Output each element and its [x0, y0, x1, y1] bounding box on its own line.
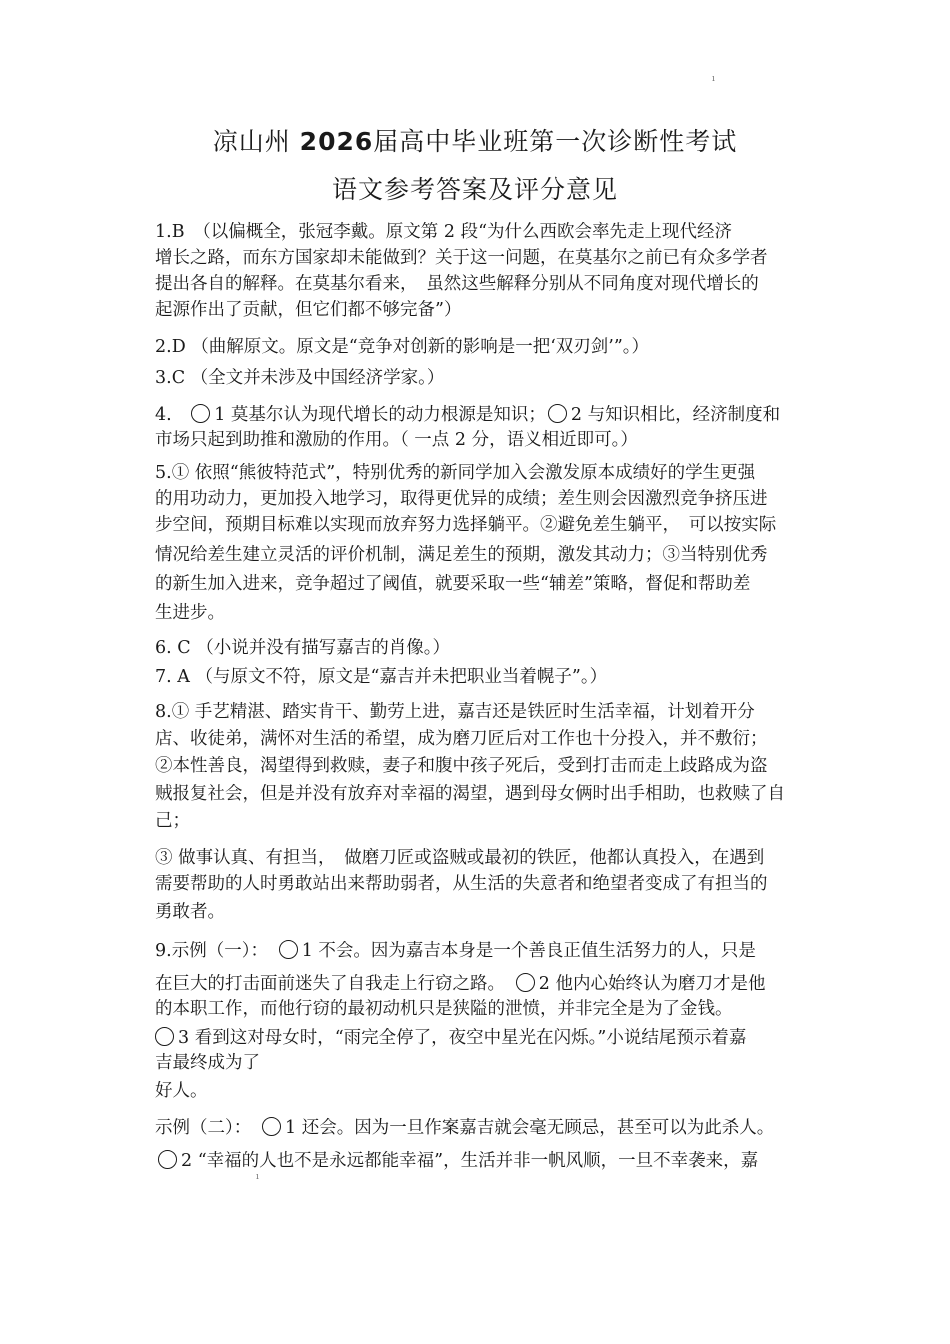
- circle-marker-icon: [548, 404, 567, 423]
- scan-mark-top: ı: [712, 74, 715, 84]
- circle-marker-icon: [262, 1117, 281, 1136]
- text-line: 3 看到这对母女时，“雨完全停了，夜空中星光在闪烁。”小说结尾预示着嘉: [155, 1027, 746, 1048]
- document-title: [0, 122, 950, 158]
- text-line: 店、收徒弟，满怀对生活的希望，成为磨刀匠后对工作也十分投入，并不敷衍；: [155, 729, 768, 749]
- text-line: 需要帮助的人时勇敢站出来帮助弱者，从生活的失意者和绝望者变成了有担当的: [155, 874, 768, 894]
- text-line: ②本性善良，渴望得到救赎，妻子和腹中孩子死后，受到打击而走上歧路成为盗: [155, 756, 768, 776]
- text-line: 2 “幸福的人也不是永远都能幸福”，生活并非一帆风顺，一旦不幸袭来，嘉: [155, 1150, 758, 1171]
- text-line: 增长之路，而东方国家却未能做到？关于这一问题，在莫基尔之前已有众多学者: [155, 248, 768, 268]
- q4-number: 4.: [155, 405, 190, 425]
- text-line: 3.C （全文并未涉及中国经济学家。）: [155, 368, 445, 388]
- text-line: 市场只起到助推和激励的作用。（ 一点 2 分，语义相近即可。）: [155, 430, 638, 450]
- q9-example-2-label: 示例（二）：: [155, 1118, 260, 1138]
- q9-example-1-label: 9.示例（一）：: [155, 941, 277, 961]
- text-line: 的本职工作，而他行窃的最初动机只是狭隘的泄愤，并非完全是为了金钱。: [155, 999, 733, 1019]
- text-line: 情况给差生建立灵活的评价机制，满足差生的预期，激发其动力；③当特别优秀: [155, 545, 768, 565]
- text-line: 的新生加入进来，竞争超过了阈值，就要采取一些“辅差”策略，督促和帮助差: [155, 574, 751, 594]
- text-line: 己；: [155, 811, 190, 831]
- text-line: 的用功动力，更加投入地学习，取得更优异的成绩；差生则会因激烈竞争挤压进: [155, 489, 768, 509]
- document-subtitle: 语文参考答案及评分意见: [331, 175, 618, 204]
- text-line: 7. A （与原文不符，原文是“嘉吉并未把职业当着幌子”。）: [155, 667, 608, 687]
- circle-marker-icon: [516, 973, 535, 992]
- text-line: 9.示例（一）： 1 不会。因为嘉吉本身是一个善良正值生活努力的人，只是: [155, 941, 756, 961]
- circle-marker-icon: [155, 1027, 174, 1046]
- circle-marker-icon: [279, 940, 298, 959]
- circle-marker-icon: [191, 404, 210, 423]
- q4-point-1: 1 莫基尔认为现代增长的动力根源是知识；: [214, 405, 546, 425]
- text-line: [155, 404, 780, 425]
- text-line: 勇敢者。: [155, 902, 225, 922]
- text-line: 2.D （曲解原文。原文是“竞争对创新的影响是一把‘双刃剑’”。）: [155, 337, 650, 357]
- text-line: 8.① 手艺精湛、踏实肯干、勤劳上进，嘉吉还是铁匠时生活幸福，计划着开分: [155, 702, 755, 722]
- text-line: 好人。: [155, 1081, 208, 1101]
- text-line: 吉最终成为了: [155, 1053, 260, 1073]
- title-suffix: 届高中毕业班第一次诊断性考试: [373, 127, 738, 156]
- text-line: 在巨大的打击面前迷失了自我走上行窃之路。 2 他内心始终认为磨刀才是他: [155, 974, 766, 994]
- text-line: 贼报复社会，但是并没有放弃对幸福的渴望，遇到母女俩时出手相助，也救赎了自: [155, 784, 785, 804]
- title-year: 2026: [299, 127, 374, 156]
- circle-marker-icon: [158, 1150, 177, 1169]
- text-line: 5.① 依照“熊彼特范式”，特别优秀的新同学加入会激发原本成绩好的学生更强: [155, 463, 756, 483]
- text-line: 生进步。: [155, 603, 225, 623]
- text-line: ③ 做事认真、有担当， 做磨刀匠或盗贼或最初的铁匠，他都认真投入，在遇到: [155, 848, 765, 868]
- scan-mark-bottom: ı: [256, 1172, 259, 1182]
- q4-point-2: 2 与知识相比，经济制度和: [570, 405, 781, 425]
- text-line: 1.B （以偏概全，张冠李戴。原文第 2 段“为什么西欧会率先走上现代经济: [155, 222, 733, 242]
- text-line: 起源作出了贡献，但它们都不够完备”）: [155, 300, 462, 320]
- text-line: 示例（二）： 1 还会。因为一旦作案嘉吉就会毫无顾忌，甚至可以为此杀人。: [155, 1118, 775, 1138]
- text-line: 步空间，预期目标难以实现而放弃努力选择躺平。②避免差生躺平， 可以按实际: [155, 515, 777, 535]
- text-line: 6. C （小说并没有描写嘉吉的肖像。）: [155, 638, 450, 658]
- text-line: 提出各自的解释。在莫基尔看来， 虽然这些解释分别从不同角度对现代增长的: [155, 274, 759, 294]
- title-prefix: 凉山州: [212, 127, 291, 156]
